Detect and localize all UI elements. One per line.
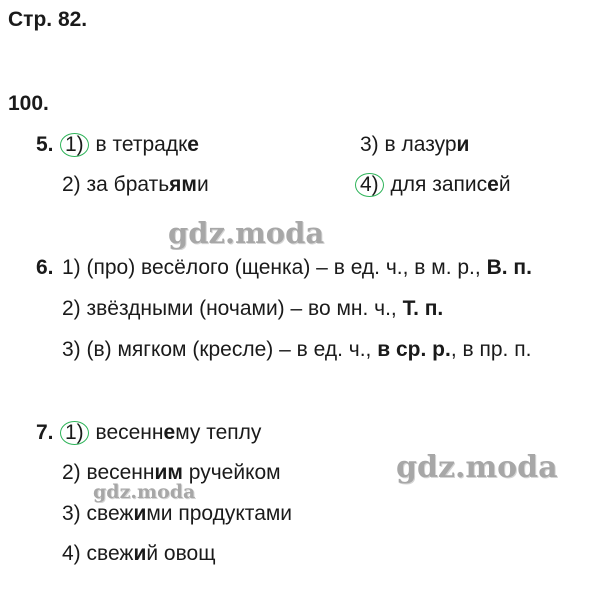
- answer-circle: 4): [355, 173, 384, 197]
- option-ending: и: [133, 502, 147, 525]
- option-text-tail: му теплу: [175, 421, 262, 444]
- line-tail: , в пр. п.: [450, 338, 532, 361]
- option-marker: 3): [360, 133, 379, 156]
- task6-line-2: [62, 297, 443, 321]
- option-text: весенн: [80, 461, 155, 484]
- task6-number: 6.: [36, 256, 54, 279]
- task5-option-4: [355, 173, 511, 197]
- option-ending: ям: [169, 173, 197, 196]
- option-ending: е: [187, 133, 199, 156]
- option-ending: им: [154, 461, 183, 484]
- line-gender: в ср. р.: [377, 338, 451, 361]
- task6-line-3: [62, 338, 531, 362]
- task7-option-1: [60, 421, 261, 445]
- option-ending: е: [487, 173, 499, 196]
- option-text-tail: й: [498, 173, 511, 196]
- option-text: весенн: [89, 421, 164, 444]
- watermark-logo: gdz.moda: [93, 481, 196, 503]
- task7-option-4: [62, 542, 215, 566]
- option-marker: 3): [62, 502, 81, 525]
- option-ending: и: [456, 133, 470, 156]
- task7-option-3: [62, 502, 292, 526]
- watermark-logo: gdz.moda: [168, 216, 325, 250]
- task6-line-1: [62, 256, 532, 280]
- page-heading: Стр. 82.: [8, 8, 88, 31]
- line-text: 1) (про) весёлого (щенка) – в ед. ч., в м. р.,: [62, 256, 487, 279]
- answer-circle: 1): [60, 421, 89, 445]
- option-ending: е: [163, 421, 176, 444]
- option-marker: 4): [62, 542, 81, 565]
- answer-circle: 1): [60, 133, 89, 157]
- option-marker: 2): [62, 461, 81, 484]
- task5-option-3: [360, 133, 469, 157]
- option-text-tail: и: [196, 173, 209, 196]
- option-text: в лазур: [378, 133, 457, 156]
- option-text-tail: ми продуктами: [146, 502, 293, 525]
- option-text-tail: й овощ: [146, 542, 216, 565]
- option-text: свеж: [80, 502, 134, 525]
- line-case: Т. п.: [402, 297, 444, 320]
- task5-option-1: [60, 133, 199, 157]
- option-text: свеж: [80, 542, 134, 565]
- watermark-logo: gdz.moda: [396, 450, 558, 485]
- line-case: В. п.: [486, 256, 532, 279]
- task5-number: 5.: [36, 133, 54, 156]
- option-text: для запис: [384, 173, 488, 196]
- task7-number: 7.: [36, 421, 54, 444]
- option-text-tail: ручейком: [182, 461, 281, 484]
- option-marker: 2): [62, 173, 81, 196]
- option-text: в тетрадк: [89, 133, 188, 156]
- option-text: за брать: [80, 173, 170, 196]
- task5-option-2: [62, 173, 209, 197]
- line-text: 3) (в) мягком (кресле) – в ед. ч.,: [62, 338, 378, 361]
- line-text: 2) звёздными (ночами) – во мн. ч.,: [62, 297, 403, 320]
- option-ending: и: [133, 542, 147, 565]
- exercise-number: 100.: [8, 92, 49, 115]
